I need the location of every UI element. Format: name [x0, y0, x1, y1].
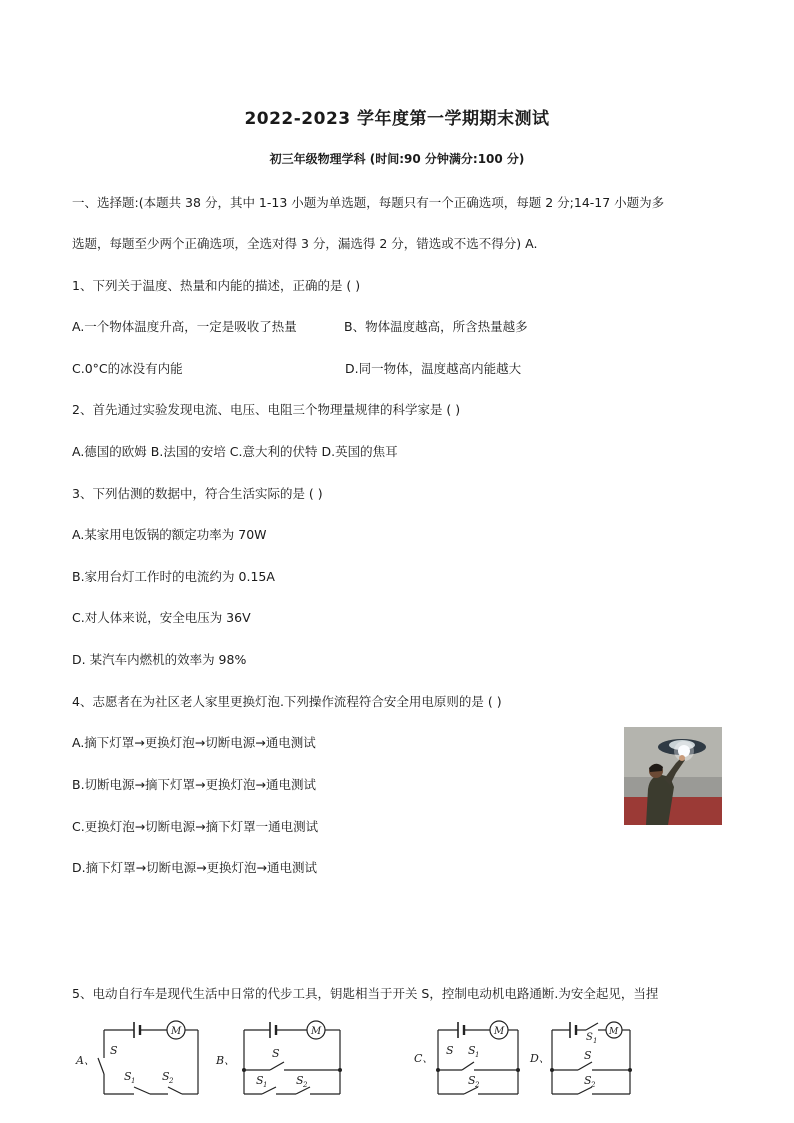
q4-option-d: D.摘下灯罩→切断电源→更换灯泡→通电测试 [72, 860, 318, 875]
circuit-a-label: A、 [76, 1054, 95, 1067]
q3-stem: 3、下列估测的数据中，符合生活实际的是 ( ) [72, 486, 323, 501]
circuit-diagram-b [212, 1012, 348, 1102]
q1-option-c: C.0°C的冰没有内能 [72, 361, 183, 376]
q4-stem: 4、志愿者在为社区老人家里更换灯泡.下列操作流程符合安全用电原则的是 ( ) [72, 694, 502, 709]
circuit-b-s2-sub: 2 [303, 1081, 308, 1089]
circuit-d-label: D、 [530, 1052, 550, 1065]
q3-option-c: C.对人体来说，安全电压为 36V [72, 610, 251, 625]
q5-stem: 5、电动自行车是现代生活中日常的代步工具，钥匙相当于开关 S，控制电动机电路通断.为安全起见，当捏 [72, 986, 659, 1001]
q3-option-b: B.家用台灯工作时的电流约为 0.15A [72, 569, 275, 584]
circuit-b-switch-s: S [272, 1047, 280, 1060]
circuit-d-switch-s1: S [586, 1032, 593, 1043]
section-intro-line-2: 选题，每题至少两个正确选项，全选对得 3 分，漏选得 2 分，错选或不选不得分) A. [72, 236, 538, 251]
circuit-c-label: C、 [414, 1052, 434, 1065]
circuit-a-switch-s2: S [162, 1070, 170, 1083]
q2-options: A.德国的欧姆 B.法国的安培 C.意大利的伏特 D.英国的焦耳 [72, 444, 398, 459]
circuit-b-motor-label: M [311, 1026, 322, 1037]
page-subtitle: 初三年级物理学科 (时间:90 分钟满分:100 分) [269, 152, 525, 166]
q3-option-a: A.某家用电饭锅的额定功率为 70W [72, 527, 267, 542]
q1-option-a: A.一个物体温度升高，一定是吸收了热量 [72, 319, 297, 334]
lamp-change-photo [624, 727, 722, 825]
circuit-b-s1-sub: 1 [263, 1081, 268, 1089]
q4-option-c: C.更换灯泡→切断电源→摘下灯罩一通电测试 [72, 819, 319, 834]
circuit-c-s2-sub: 2 [475, 1081, 480, 1089]
circuit-a-switch-s: S [110, 1044, 118, 1057]
circuit-c-switch-s2: S [468, 1074, 476, 1087]
circuit-b-switch-s2: S [296, 1074, 304, 1087]
circuit-c-switch-s1: S [468, 1044, 476, 1057]
q2-stem: 2、首先通过实验发现电流、电压、电阻三个物理量规律的科学家是 ( ) [72, 402, 461, 417]
circuit-d-s1-sub: 1 [593, 1037, 598, 1045]
circuit-b-label: B、 [216, 1054, 236, 1067]
circuit-d-switch-s2: S [584, 1074, 592, 1087]
q3-option-d: D. 某汽车内燃机的效率为 98% [72, 652, 247, 667]
circuit-diagram-d [528, 1012, 638, 1102]
q4-option-a: A.摘下灯罩→更换灯泡→切断电源→通电测试 [72, 735, 316, 750]
circuit-a-s2-sub: 2 [169, 1077, 174, 1085]
circuit-a-s1-sub: 1 [131, 1077, 136, 1085]
circuit-diagram-c [412, 1012, 524, 1102]
circuit-a-switch-s1: S [124, 1070, 132, 1083]
lamp-change-illustration [624, 727, 722, 825]
page-title: 2022-2023 学年度第一学期期末测试 [244, 109, 550, 129]
section-intro-line-1: 一、选择题:(本题共 38 分，其中 1-13 小题为单选题，每题只有一个正确选项，每题 2 分;14-17 小题为多 [72, 195, 665, 210]
circuit-d-motor-label: M [609, 1027, 619, 1037]
circuit-c-motor-label: M [494, 1026, 505, 1037]
circuit-b-switch-s1: S [256, 1074, 264, 1087]
q1-stem: 1、下列关于温度、热量和内能的描述，正确的是 ( ) [72, 278, 361, 293]
circuit-a-motor-label: M [171, 1026, 182, 1037]
circuit-c-s1-sub: 1 [475, 1051, 480, 1059]
circuit-d-s2-sub: 2 [591, 1081, 596, 1089]
circuit-diagram-a [72, 1012, 204, 1102]
q1-option-d: D.同一物体，温度越高内能越大 [345, 361, 522, 376]
q1-option-b: B、物体温度越高，所含热量越多 [344, 319, 528, 334]
circuit-d-switch-s: S [584, 1049, 592, 1062]
q4-option-b: B.切断电源→摘下灯罩→更换灯泡→通电测试 [72, 777, 316, 792]
circuit-c-switch-s: S [446, 1044, 454, 1057]
